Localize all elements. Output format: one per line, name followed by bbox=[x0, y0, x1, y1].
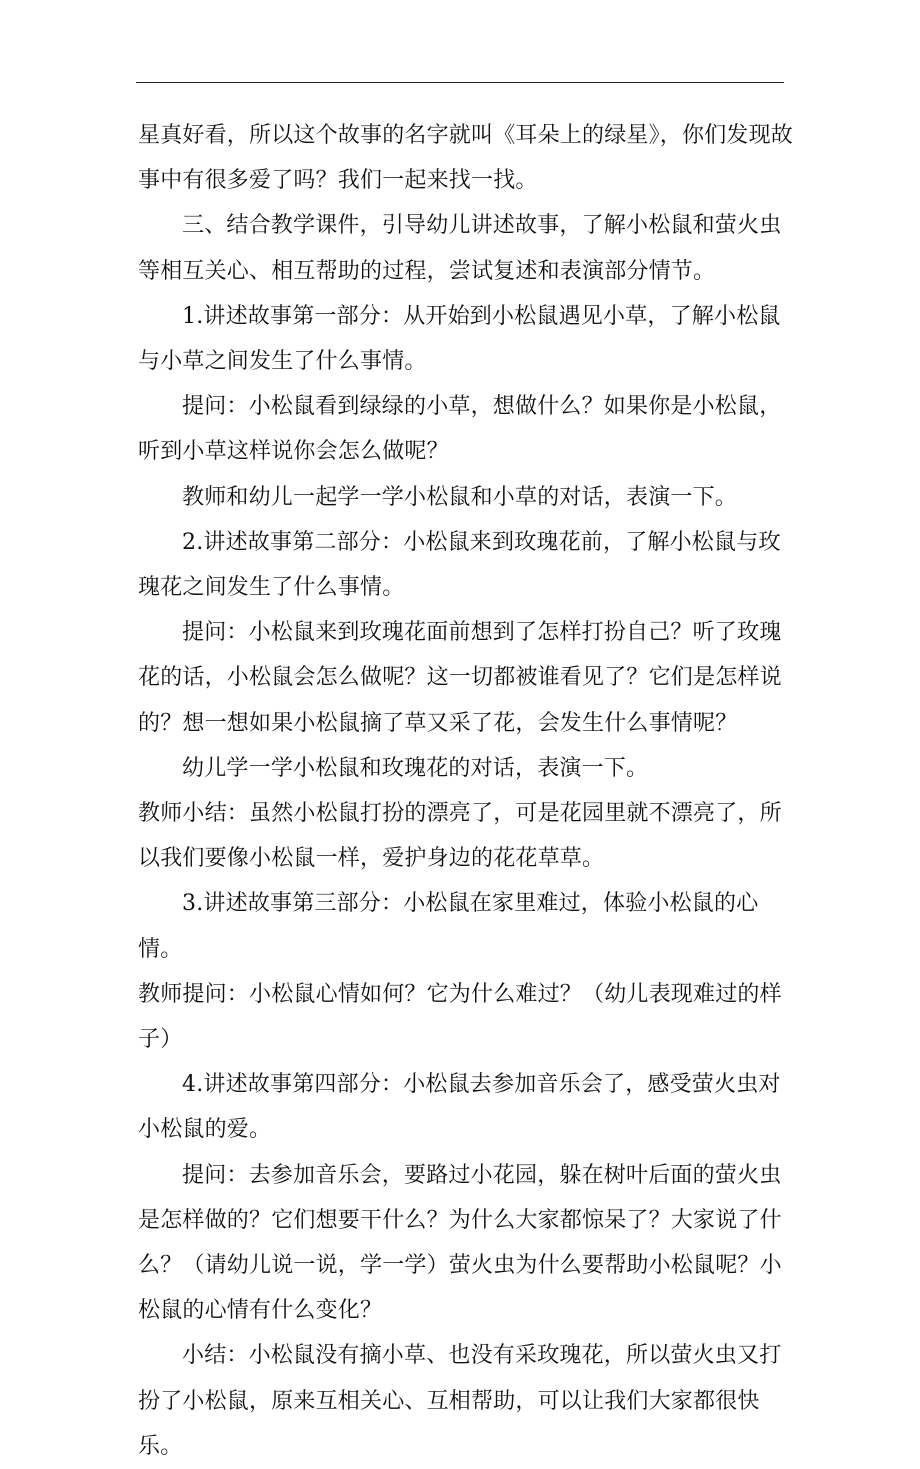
paragraph-1: 星真好看，所以这个故事的名字就叫《耳朵上的绿星》，你们发现故事中有很多爱了吗？我们一起来找一找。 bbox=[138, 123, 794, 194]
paragraph-14: 小结：小松鼠没有摘小草、也没有采玫瑰花，所以萤火虫又打扮了小松鼠，原来互相关心、互相帮助，可以让我们大家都很快乐。 bbox=[138, 1343, 782, 1459]
paragraph-9: 教师小结：虽然小松鼠打扮的漂亮了，可是花园里就不漂亮了，所以我们要像小松鼠一样，爱护身边的花花草草。 bbox=[138, 801, 782, 872]
paragraph-13: 提问：去参加音乐会，要路过小花园，躲在树叶后面的萤火虫是怎样做的？它们想要干什么？为什么大家都惊呆了？大家说了什么？（请幼儿说一说，学一学）萤火虫为什么要帮助小松鼠呢？小松鼠的心情有什么变化？ bbox=[138, 1162, 782, 1324]
paragraph-5: 教师和幼儿一起学一学小松鼠和小草的对话，表演一下。 bbox=[182, 484, 738, 510]
header-rule bbox=[136, 82, 784, 83]
paragraph-2: 三、结合教学课件，引导幼儿讲述故事，了解小松鼠和萤火虫等相互关心、相互帮助的过程，尝试复述和表演部分情节。 bbox=[138, 213, 782, 284]
paragraph-7: 提问：小松鼠来到玫瑰花面前想到了怎样打扮自己？听了玫瑰花的话，小松鼠会怎么做呢？这一切都被谁看见了？它们是怎样说的？想一想如果小松鼠摘了草又采了花，会发生什么事情呢？ bbox=[138, 620, 782, 736]
paragraph-12: 4.讲述故事第四部分：小松鼠去参加音乐会了，感受萤火虫对小松鼠的爱。 bbox=[138, 1072, 781, 1143]
paragraph-10: 3.讲述故事第三部分：小松鼠在家里难过，体验小松鼠的心情。 bbox=[138, 891, 759, 962]
paragraph-4: 提问：小松鼠看到绿绿的小草，想做什么？如果你是小松鼠，听到小草这样说你会怎么做呢？ bbox=[138, 394, 782, 465]
paragraph-3: 1.讲述故事第一部分：从开始到小松鼠遇见小草，了解小松鼠与小草之间发生了什么事情。 bbox=[138, 303, 781, 375]
paragraph-6: 2.讲述故事第二部分：小松鼠来到玫瑰花前，了解小松鼠与玫瑰花之间发生了什么事情。 bbox=[138, 529, 781, 601]
paragraph-8: 幼儿学一学小松鼠和玫瑰花的对话，表演一下。 bbox=[182, 755, 649, 781]
paragraph-11: 教师提问：小松鼠心情如何？它为什么难过？（幼儿表现难过的样子） bbox=[138, 981, 782, 1053]
body-text bbox=[138, 113, 798, 1469]
